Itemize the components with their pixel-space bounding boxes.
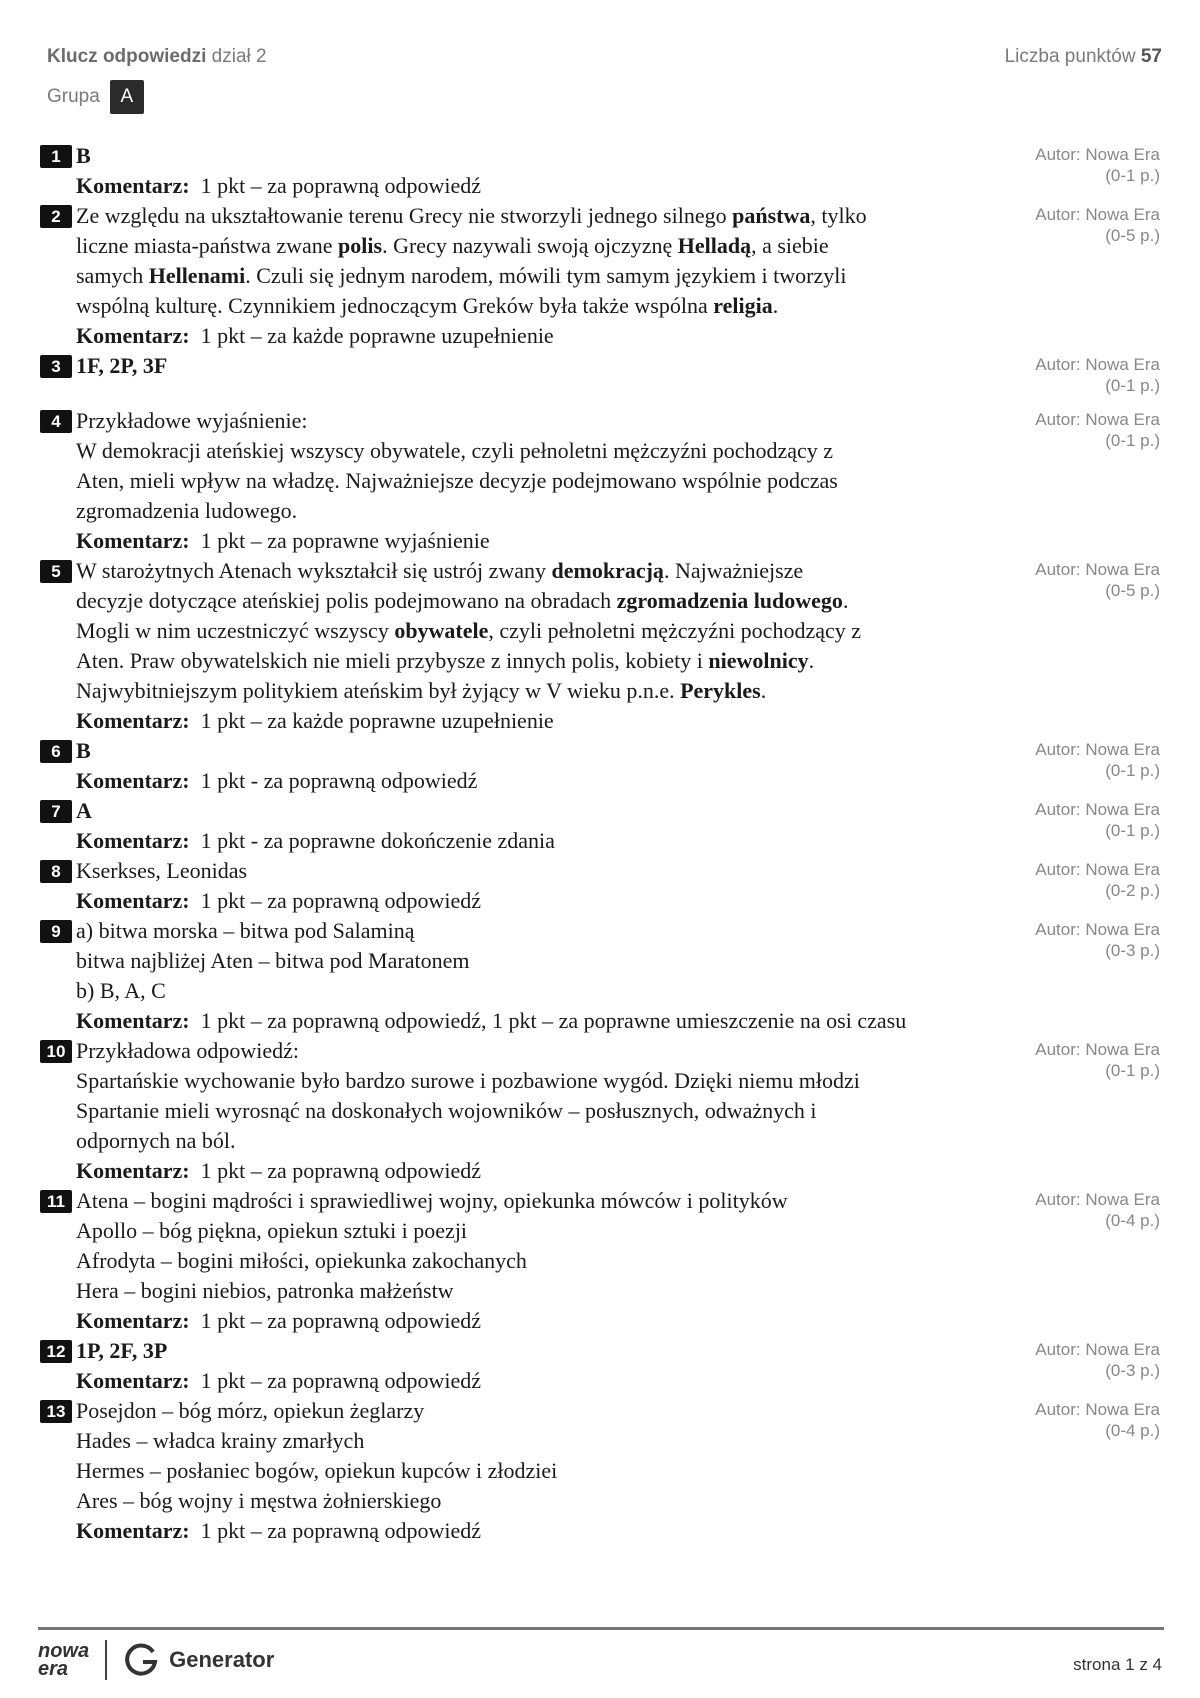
answer-text: odpornych na ból. <box>76 1128 236 1153</box>
question-meta <box>1031 201 1160 351</box>
question-meta <box>1031 796 1160 856</box>
answer-body <box>76 1036 1031 1186</box>
points-range: (0-3 p.) <box>1105 1361 1160 1380</box>
comment-text: 1 pkt – za poprawną odpowiedź <box>200 1158 482 1183</box>
points-range: (0-1 p.) <box>1105 821 1160 840</box>
points-range: (0-1 p.) <box>1105 761 1160 780</box>
comment-label: Komentarz: <box>76 888 190 913</box>
comment-line <box>76 526 1031 556</box>
footer-divider <box>38 1627 1164 1630</box>
points-range: (0-5 p.) <box>1105 581 1160 600</box>
answer-keyword: A <box>76 798 92 823</box>
comment-text: 1 pkt – za poprawną odpowiedź <box>200 1308 482 1333</box>
question-meta <box>1031 1336 1160 1396</box>
answer-line <box>76 676 1031 706</box>
comment-text: 1 pkt – za poprawną odpowiedź <box>200 1518 482 1543</box>
answer-text: . <box>772 293 779 318</box>
comment-line <box>76 1516 1031 1546</box>
answer-list <box>40 141 1160 1546</box>
question-item <box>40 916 1160 1036</box>
question-number-badge: 11 <box>40 1190 72 1213</box>
answer-line <box>76 1456 1031 1486</box>
answer-text: Przykładowa odpowiedź: <box>76 1038 299 1063</box>
comment-line <box>76 1156 1031 1186</box>
answer-line <box>76 436 1031 466</box>
comment-label: Komentarz: <box>76 1518 190 1543</box>
answer-body <box>76 556 1031 736</box>
question-number-badge: 8 <box>40 860 72 883</box>
answer-line <box>76 261 1031 291</box>
comment-label: Komentarz: <box>76 828 190 853</box>
question-item <box>40 141 1160 201</box>
question-number-badge: 2 <box>40 205 72 228</box>
comment-label: Komentarz: <box>76 1308 190 1333</box>
answer-text: Aten. Praw obywatelskich nie mieli przybysze z innych polis, kobiety i <box>76 648 709 673</box>
answer-text: Hermes – posłaniec bogów, opiekun kupców i złodziei <box>76 1458 558 1483</box>
answer-text: . Czuli się jednym narodem, mówili tym samym językiem i tworzyli <box>245 263 847 288</box>
comment-text: 1 pkt - za poprawne dokończenie zdania <box>200 828 555 853</box>
question-meta <box>1031 736 1160 796</box>
author-label: Autor: Nowa Era <box>1035 560 1160 579</box>
answer-text: samych <box>76 263 149 288</box>
comment-label: Komentarz: <box>76 1158 190 1183</box>
answer-line <box>76 1186 1031 1216</box>
points-range: (0-1 p.) <box>1105 376 1160 395</box>
answer-keyword: polis <box>338 233 383 258</box>
answer-body <box>76 201 1031 351</box>
answer-text: Najwybitniejszym politykiem ateńskim był żyjący w V wieku p.n.e. <box>76 678 681 703</box>
points-range: (0-4 p.) <box>1105 1421 1160 1440</box>
answer-text: Atena – bogini mądrości i sprawiedliwej wojny, opiekunka mówców i polityków <box>76 1188 788 1213</box>
question-meta <box>1031 141 1160 201</box>
answer-body <box>76 796 1031 856</box>
answer-line <box>76 1486 1031 1516</box>
answer-text: Spartańskie wychowanie było bardzo surowe i pozbawione wygód. Dzięki niemu młodzi <box>76 1068 860 1093</box>
answer-text: . <box>808 648 815 673</box>
points-range: (0-3 p.) <box>1105 941 1160 960</box>
comment-line <box>76 171 1031 201</box>
comment-label: Komentarz: <box>76 173 190 198</box>
answer-line <box>76 201 1031 231</box>
comment-line <box>76 321 1031 351</box>
answer-text: . Najważniejsze <box>663 558 804 583</box>
question-meta <box>1031 351 1160 396</box>
question-item <box>40 556 1160 736</box>
answer-keyword: 1F, 2P, 3F <box>76 353 168 378</box>
answer-line <box>76 1126 1031 1156</box>
comment-text: 1 pkt – za każde poprawne uzupełnienie <box>200 323 554 348</box>
answer-text: Posejdon – bóg mórz, opiekun żeglarzy <box>76 1398 425 1423</box>
answer-line <box>76 556 1031 586</box>
answer-text: Aten, mieli wpływ na władzę. Najważniejsze decyzje podejmowano wspólnie podczas <box>76 468 838 493</box>
answer-keyword: Hellenami <box>148 263 246 288</box>
comment-text: 1 pkt – za poprawną odpowiedź, 1 pkt – za poprawne umieszczenie na osi czasu <box>200 1008 907 1033</box>
question-item <box>40 406 1160 556</box>
author-label: Autor: Nowa Era <box>1035 1190 1160 1209</box>
comment-line <box>76 826 1031 856</box>
answer-body <box>76 141 1031 201</box>
group-badge: A <box>110 80 144 114</box>
author-label: Autor: Nowa Era <box>1035 1040 1160 1059</box>
answer-body <box>76 351 1031 396</box>
answer-keyword: Perykles <box>680 678 761 703</box>
answer-line <box>76 586 1031 616</box>
author-label: Autor: Nowa Era <box>1035 205 1160 224</box>
answer-line <box>76 466 1031 496</box>
answer-keyword: religia <box>713 293 773 318</box>
answer-line <box>76 351 1031 381</box>
author-label: Autor: Nowa Era <box>1035 800 1160 819</box>
points-range: (0-1 p.) <box>1105 431 1160 450</box>
answer-body <box>76 406 1031 556</box>
answer-text: b) B, A, C <box>76 978 166 1003</box>
group-indicator <box>47 80 144 114</box>
question-item <box>40 351 1160 396</box>
answer-text: . Grecy nazywali swoją ojczyznę <box>382 233 678 258</box>
question-item <box>40 201 1160 351</box>
question-meta <box>1031 1396 1160 1546</box>
comment-label: Komentarz: <box>76 1368 190 1393</box>
question-meta <box>1031 556 1160 736</box>
question-number-badge: 5 <box>40 560 72 583</box>
comment-text: 1 pkt – za poprawną odpowiedź <box>200 888 482 913</box>
document-title <box>47 46 267 68</box>
answer-text: zgromadzenia ludowego. <box>76 498 298 523</box>
author-label: Autor: Nowa Era <box>1035 1340 1160 1359</box>
answer-line <box>76 856 1031 886</box>
answer-text: W starożytnych Atenach wykształcił się ustrój zwany <box>76 558 552 583</box>
answer-text: , a siebie <box>751 233 829 258</box>
comment-line <box>76 886 1031 916</box>
generator-icon <box>123 1642 159 1678</box>
answer-line <box>76 976 1031 1006</box>
answer-line <box>76 946 1031 976</box>
points-range: (0-1 p.) <box>1105 166 1160 185</box>
comment-line <box>76 1006 1031 1036</box>
answer-line <box>76 1246 1031 1276</box>
answer-keyword: B <box>76 738 91 763</box>
title-bold: Klucz odpowiedzi <box>47 46 207 67</box>
answer-line <box>76 1036 1031 1066</box>
question-item <box>40 1186 1160 1336</box>
comment-label: Komentarz: <box>76 1008 190 1033</box>
answer-keyword: demokracją <box>551 558 664 583</box>
answer-text: , czyli pełnoletni mężczyźni pochodzący z <box>488 618 862 643</box>
question-meta <box>1031 406 1160 556</box>
answer-body <box>76 1186 1031 1336</box>
answer-keyword: 1P, 2F, 3P <box>76 1338 168 1363</box>
answer-text: decyzje dotyczące ateńskiej polis podejmowano na obradach <box>76 588 617 613</box>
title-rest: dział 2 <box>211 46 267 67</box>
group-label: Grupa <box>47 86 100 107</box>
points-range: (0-5 p.) <box>1105 226 1160 245</box>
comment-text: 1 pkt – za poprawną odpowiedź <box>200 173 482 198</box>
comment-line <box>76 766 1031 796</box>
answer-line <box>76 616 1031 646</box>
question-number-badge: 12 <box>40 1340 72 1363</box>
points-range: (0-1 p.) <box>1105 1061 1160 1080</box>
author-label: Autor: Nowa Era <box>1035 740 1160 759</box>
answer-keyword: Helladą <box>677 233 752 258</box>
answer-line <box>76 1336 1031 1366</box>
answer-line <box>76 916 1031 946</box>
answer-line <box>76 1066 1031 1096</box>
answer-text: Hera – bogini niebios, patronka małżeństw <box>76 1278 454 1303</box>
answer-text: Mogli w nim uczestniczyć wszyscy <box>76 618 395 643</box>
question-number-badge: 10 <box>40 1040 72 1063</box>
answer-line <box>76 1096 1031 1126</box>
question-item <box>40 736 1160 796</box>
answer-text: . <box>760 678 767 703</box>
answer-text: Apollo – bóg piękna, opiekun sztuki i poezji <box>76 1218 468 1243</box>
answer-keyword: B <box>76 143 91 168</box>
answer-text: , tylko <box>810 203 867 228</box>
answer-line <box>76 291 1031 321</box>
answer-line <box>76 1216 1031 1246</box>
answer-text: Kserkses, Leonidas <box>76 858 248 883</box>
points-label: Liczba punktów <box>1004 46 1136 67</box>
answer-text: liczne miasta-państwa zwane <box>76 233 339 258</box>
answer-text: bitwa najbliżej Aten – bitwa pod Maratonem <box>76 948 470 973</box>
comment-line <box>76 706 1031 736</box>
comment-line <box>76 1306 1031 1336</box>
comment-text: 1 pkt – za poprawną odpowiedź <box>200 1368 482 1393</box>
answer-body <box>76 856 1031 916</box>
points-range: (0-2 p.) <box>1105 881 1160 900</box>
answer-line <box>76 1396 1031 1426</box>
question-item <box>40 1336 1160 1396</box>
question-number-badge: 13 <box>40 1400 72 1423</box>
comment-label: Komentarz: <box>76 323 190 348</box>
answer-line <box>76 496 1031 526</box>
author-label: Autor: Nowa Era <box>1035 860 1160 879</box>
comment-label: Komentarz: <box>76 528 190 553</box>
question-item <box>40 1396 1160 1546</box>
question-item <box>40 1036 1160 1186</box>
answer-text: wspólną kulturę. Czynnikiem jednoczącym Greków była także wspólna <box>76 293 714 318</box>
answer-line <box>76 736 1031 766</box>
points-range: (0-4 p.) <box>1105 1211 1160 1230</box>
answer-body <box>76 1396 1031 1546</box>
answer-line <box>76 796 1031 826</box>
answer-body <box>76 736 1031 796</box>
answer-line <box>76 1426 1031 1456</box>
comment-text: 1 pkt - za poprawną odpowiedź <box>200 768 478 793</box>
answer-text: a) bitwa morska – bitwa pod Salaminą <box>76 918 415 943</box>
question-meta <box>1031 916 1160 1036</box>
question-meta <box>1031 1186 1160 1336</box>
answer-line <box>76 141 1031 171</box>
comment-line <box>76 1366 1031 1396</box>
question-number-badge: 6 <box>40 740 72 763</box>
page-number: strona 1 z 4 <box>1073 1655 1162 1674</box>
logo-line-1: nowa <box>38 1640 90 1662</box>
comment-label: Komentarz: <box>76 708 190 733</box>
comment-label: Komentarz: <box>76 768 190 793</box>
question-meta <box>1031 1036 1160 1186</box>
answer-line <box>76 231 1031 261</box>
question-number-badge: 4 <box>40 410 72 433</box>
nowa-era-logo <box>38 1642 89 1678</box>
answer-text: . <box>842 588 849 613</box>
generator-label: Generator <box>169 1647 275 1672</box>
answer-keyword: obywatele <box>394 618 489 643</box>
logo-line-2: era <box>38 1658 69 1680</box>
answer-keyword: zgromadzenia ludowego <box>616 588 843 613</box>
answer-text: Afrodyta – bogini miłości, opiekunka zakochanych <box>76 1248 527 1273</box>
answer-text: Ares – bóg wojny i męstwa żołnierskiego <box>76 1488 442 1513</box>
author-label: Autor: Nowa Era <box>1035 145 1160 164</box>
author-label: Autor: Nowa Era <box>1035 355 1160 374</box>
footer-logos <box>38 1640 274 1680</box>
answer-line <box>76 406 1031 436</box>
comment-text: 1 pkt – za poprawne wyjaśnienie <box>200 528 490 553</box>
answer-text: Hades – władca krainy zmarłych <box>76 1428 365 1453</box>
comment-text: 1 pkt – za każde poprawne uzupełnienie <box>200 708 554 733</box>
question-number-badge: 1 <box>40 145 72 168</box>
logo-separator <box>105 1640 107 1680</box>
author-label: Autor: Nowa Era <box>1035 920 1160 939</box>
author-label: Autor: Nowa Era <box>1035 410 1160 429</box>
question-number-badge: 7 <box>40 800 72 823</box>
answer-keyword: niewolnicy <box>708 648 809 673</box>
answer-text: Przykładowe wyjaśnienie: <box>76 408 308 433</box>
answer-body <box>76 916 1031 1036</box>
author-label: Autor: Nowa Era <box>1035 1400 1160 1419</box>
answer-text: Ze względu na ukształtowanie terenu Grecy nie stworzyli jednego silnego <box>76 203 733 228</box>
question-meta <box>1031 856 1160 916</box>
points-value: 57 <box>1140 46 1162 67</box>
answer-text: Spartanie mieli wyrosnąć na doskonałych wojowników – posłusznych, odważnych i <box>76 1098 817 1123</box>
points-total <box>1005 46 1162 68</box>
answer-body <box>76 1336 1031 1396</box>
answer-text: W demokracji ateńskiej wszyscy obywatele, czyli pełnoletni mężczyźni pochodzący z <box>76 438 834 463</box>
answer-line <box>76 646 1031 676</box>
question-number-badge: 9 <box>40 920 72 943</box>
question-number-badge: 3 <box>40 355 72 378</box>
question-item <box>40 856 1160 916</box>
answer-keyword: państwa <box>732 203 811 228</box>
answer-line <box>76 1276 1031 1306</box>
question-item <box>40 796 1160 856</box>
